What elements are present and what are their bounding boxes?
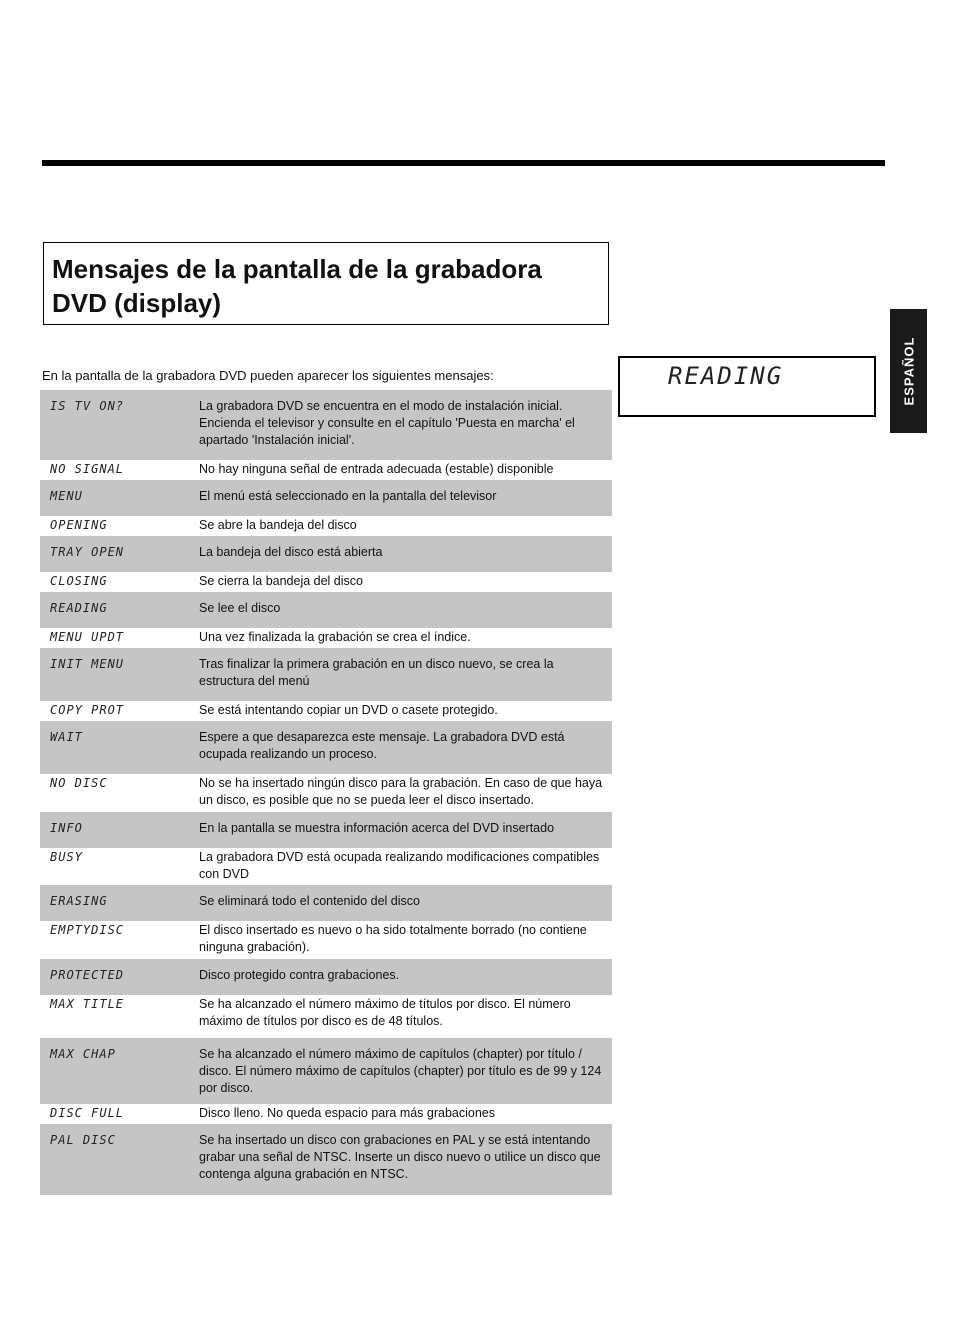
message-row (40, 848, 612, 885)
message-description: Se está intentando copiar un DVD o casete protegido. (199, 703, 498, 717)
language-tab-label: ESPAÑOL (901, 336, 916, 406)
display-code: EMPTYDISC (50, 923, 125, 937)
display-code: MAX CHAP (40, 1038, 199, 1104)
message-description: La grabadora DVD se encuentra en el modo de instalación inicial. Encienda el televisor y consulte en el capítulo 'Puesta en marcha' el apartado 'Instalación inicial'. (199, 390, 612, 460)
message-description: Espere a que desaparezca este mensaje. La grabadora DVD está ocupada realizando un proceso. (199, 721, 612, 774)
message-row (40, 995, 612, 1038)
display-code: WAIT (40, 721, 199, 774)
message-row (40, 921, 612, 959)
message-row (40, 701, 612, 721)
page-title: Mensajes de la pantalla de la grabadora DVD (display) (52, 254, 542, 318)
message-row (40, 774, 612, 812)
message-row (40, 1104, 612, 1124)
display-code: CLOSING (50, 574, 108, 588)
display-code: ERASING (40, 885, 199, 921)
message-row (40, 812, 612, 848)
message-description: Tras finalizar la primera grabación en un disco nuevo, se crea la estructura del menú (199, 648, 612, 701)
message-row (40, 480, 612, 516)
display-code: BUSY (50, 850, 83, 864)
messages-table (40, 390, 612, 1195)
language-tab (890, 309, 927, 433)
message-row (40, 959, 612, 995)
message-description: Se cierra la bandeja del disco (199, 574, 363, 588)
display-code: COPY PROT (50, 703, 125, 717)
message-row (40, 390, 612, 460)
message-description: El menú está seleccionado en la pantalla del televisor (199, 480, 612, 516)
display-code: IS TV ON? (40, 390, 199, 460)
display-code: MAX TITLE (50, 997, 125, 1011)
message-row (40, 572, 612, 592)
display-code: INIT MENU (40, 648, 199, 701)
message-description: No se ha insertado ningún disco para la grabación. En caso de que haya un disco, es posible que no se pueda leer el disco insertado. (199, 776, 603, 807)
message-description: Se ha alcanzado el número máximo de títulos por disco. El número máximo de títulos por disco es de 48 títulos. (199, 997, 571, 1028)
display-code: TRAY OPEN (40, 536, 199, 572)
message-description: Se abre la bandeja del disco (199, 518, 357, 532)
title-box (43, 242, 609, 325)
message-row (40, 1124, 612, 1195)
lcd-display-example (618, 356, 876, 417)
message-description: La grabadora DVD está ocupada realizando modificaciones compatibles con DVD (199, 850, 600, 881)
display-code: PROTECTED (40, 959, 199, 995)
message-description: En la pantalla se muestra información acerca del DVD insertado (199, 812, 612, 848)
message-description: Se ha insertado un disco con grabaciones en PAL y se está intentando grabar una señal de NTSC. Inserte un disco nuevo o utilice un disco que contenga alguna grabación en NTSC. (199, 1124, 612, 1195)
display-code: READING (40, 592, 199, 628)
message-description: Disco lleno. No queda espacio para más grabaciones (199, 1106, 496, 1120)
display-code: MENU UPDT (50, 630, 125, 644)
message-description: La bandeja del disco está abierta (199, 536, 612, 572)
message-description: Una vez finalizada la grabación se crea el índice. (199, 630, 471, 644)
display-code: NO DISC (50, 776, 108, 790)
message-description: El disco insertado es nuevo o ha sido totalmente borrado (no contiene ninguna grabación). (199, 923, 587, 954)
message-description: Se ha alcanzado el número máximo de capítulos (chapter) por título / disco. El número máximo de capítulos (chapter) por título es de 99 y 124 por disco. (199, 1038, 612, 1104)
message-row (40, 592, 612, 628)
message-row (40, 721, 612, 774)
message-row (40, 628, 612, 648)
message-description: No hay ninguna señal de entrada adecuada (estable) disponible (199, 462, 554, 476)
message-row (40, 1038, 612, 1104)
lcd-display-text: READING (668, 362, 784, 390)
display-code: NO SIGNAL (50, 462, 125, 476)
top-rule (42, 160, 885, 166)
intro-text: En la pantalla de la grabadora DVD pueden aparecer los siguientes mensajes: (42, 368, 494, 383)
message-row (40, 648, 612, 701)
message-row (40, 460, 612, 480)
message-description: Se lee el disco (199, 592, 612, 628)
display-code: OPENING (50, 518, 108, 532)
display-code: INFO (40, 812, 199, 848)
message-description: Disco protegido contra grabaciones. (199, 959, 612, 995)
message-description: Se eliminará todo el contenido del disco (199, 885, 612, 921)
message-row (40, 536, 612, 572)
display-code: DISC FULL (50, 1106, 125, 1120)
message-row (40, 885, 612, 921)
message-row (40, 516, 612, 536)
display-code: MENU (40, 480, 199, 516)
display-code: PAL DISC (40, 1124, 199, 1195)
